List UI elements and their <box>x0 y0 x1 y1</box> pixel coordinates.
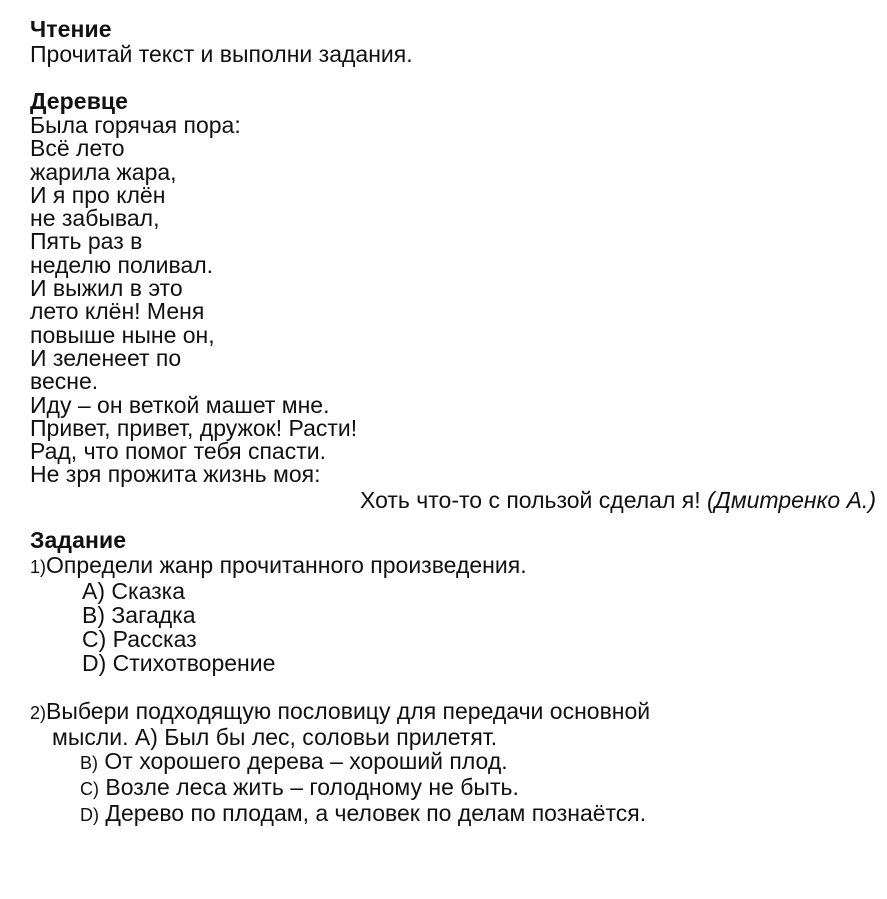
question-2 <box>30 699 880 749</box>
poem-line: И зеленеет по <box>30 344 182 371</box>
answer-option: В) Загадка <box>82 601 196 628</box>
answer-option: А) Сказка <box>82 577 186 604</box>
option-label: D) <box>80 804 99 825</box>
option-label: C) <box>80 778 99 799</box>
question-text-continued: мысли. А) Был бы лес, соловьи прилетят. <box>52 723 498 750</box>
poem-line: жарила жара, <box>30 158 177 185</box>
answer-option <box>30 749 880 775</box>
poem-author: (Дмитренко А.) <box>707 486 876 513</box>
poem-line: Была горячая пора: <box>30 112 241 138</box>
question-number: 1) <box>30 556 47 577</box>
poem-last-line <box>30 487 880 513</box>
question-number: 2) <box>30 702 47 723</box>
reading-instruction: Прочитай текст и выполни задания. <box>30 41 413 67</box>
option-label: B) <box>80 752 98 773</box>
reading-heading: Чтение <box>30 16 112 42</box>
option-text: Дерево по плодам, а человек по делам познаётся. <box>105 799 647 826</box>
answer-option <box>30 775 880 801</box>
poem-line: Иду – он веткой машет мне. <box>30 391 330 418</box>
poem-line: лето клён! Меня <box>30 298 205 325</box>
question-1 <box>30 553 880 579</box>
option-text: От хорошего дерева – хороший плод. <box>104 747 508 774</box>
poem-line: Не зря прожита жизнь моя: <box>30 461 321 488</box>
task-heading: Задание <box>30 526 127 553</box>
option-text: Возле леса жить – голодному не быть. <box>105 773 519 800</box>
poem-body <box>30 114 880 487</box>
poem-line: неделю поливал. <box>30 251 214 278</box>
document-page <box>30 16 880 827</box>
poem-line: И я про клён <box>30 181 166 208</box>
answer-option <box>30 801 880 827</box>
poem-line: И выжил в это <box>30 275 183 302</box>
answer-option: D) Стихотворение <box>82 649 276 676</box>
poem-line: не забывал, <box>30 205 160 232</box>
answer-option: С) Рассказ <box>82 625 197 652</box>
poem-line: Привет, привет, дружок! Расти! <box>30 414 358 441</box>
poem-title: Деревце <box>30 88 129 114</box>
poem-line: повыше ныне он, <box>30 321 215 348</box>
poem-line: весне. <box>30 368 99 395</box>
poem-line: Всё лето <box>30 135 125 162</box>
poem-final-verse: Хоть что-то с пользой сделал я! <box>360 486 701 513</box>
poem-line: Рад, что помог тебя спасти. <box>30 438 326 465</box>
question-text: Выбери подходящую пословицу для передачи основной <box>46 697 651 724</box>
question-text: Определи жанр прочитанного произведения. <box>46 551 527 578</box>
poem-line: Пять раз в <box>30 228 143 255</box>
